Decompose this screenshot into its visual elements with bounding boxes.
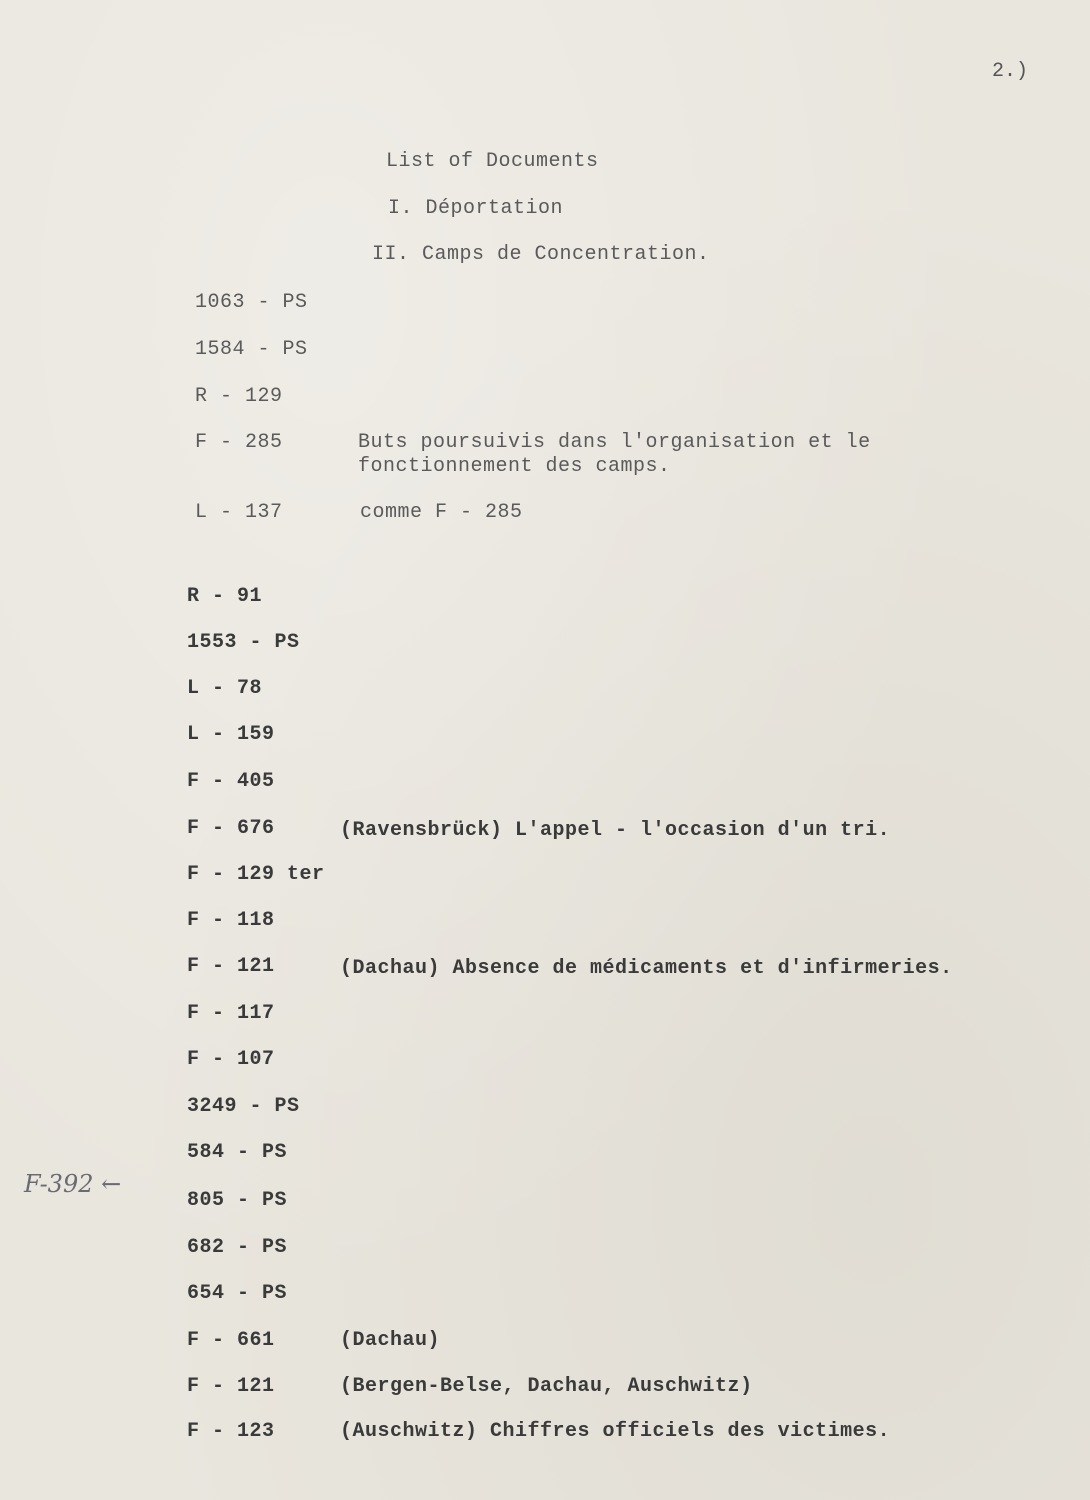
document-code: 3249 - PS: [187, 1095, 300, 1118]
document-code: 584 - PS: [187, 1141, 288, 1164]
document-code: F - 117: [187, 1002, 275, 1025]
document-code: F - 107: [187, 1048, 275, 1071]
handwritten-margin-note: F-392 ←: [24, 1170, 122, 1198]
section-heading-camps: II. Camps de Concentration.: [372, 243, 710, 266]
document-description: (Bergen-Belse, Dachau, Auschwitz): [340, 1375, 753, 1398]
document-code: F - 118: [187, 909, 275, 932]
document-code: R - 129: [195, 385, 283, 408]
page-number: 2.): [992, 60, 1029, 83]
document-code: 805 - PS: [187, 1189, 288, 1212]
document-code: 654 - PS: [187, 1282, 288, 1305]
document-description: (Auschwitz) Chiffres officiels des victimes.: [340, 1420, 891, 1443]
document-code: F - 676: [187, 817, 275, 840]
document-code: F - 661: [187, 1329, 275, 1352]
document-code: F - 285: [195, 431, 283, 454]
document-code: 1063 - PS: [195, 291, 308, 314]
document-title: List of Documents: [386, 150, 599, 173]
document-description: (Ravensbrück) L'appel - l'occasion d'un tri.: [340, 819, 891, 842]
document-description: (Dachau) Absence de médicaments et d'infirmeries.: [340, 957, 953, 980]
section-heading-deportation: I. Déportation: [388, 197, 564, 220]
document-code: 682 - PS: [187, 1236, 288, 1259]
document-description: Buts poursuivis dans l'organisation et le fonctionnement des camps.: [358, 431, 871, 478]
document-code: 1553 - PS: [187, 631, 300, 654]
document-code: F - 121: [187, 955, 275, 978]
document-code: 1584 - PS: [195, 338, 308, 361]
document-code: F - 405: [187, 770, 275, 793]
document-code: L - 137: [195, 501, 283, 524]
document-description: comme F - 285: [360, 501, 523, 524]
document-description: (Dachau): [340, 1329, 441, 1352]
document-code: R - 91: [187, 585, 263, 608]
document-code: F - 121: [187, 1375, 275, 1398]
document-code: F - 123: [187, 1420, 275, 1443]
document-code: F - 129 ter: [187, 863, 325, 886]
document-code: L - 159: [187, 723, 275, 746]
document-code: L - 78: [187, 677, 263, 700]
